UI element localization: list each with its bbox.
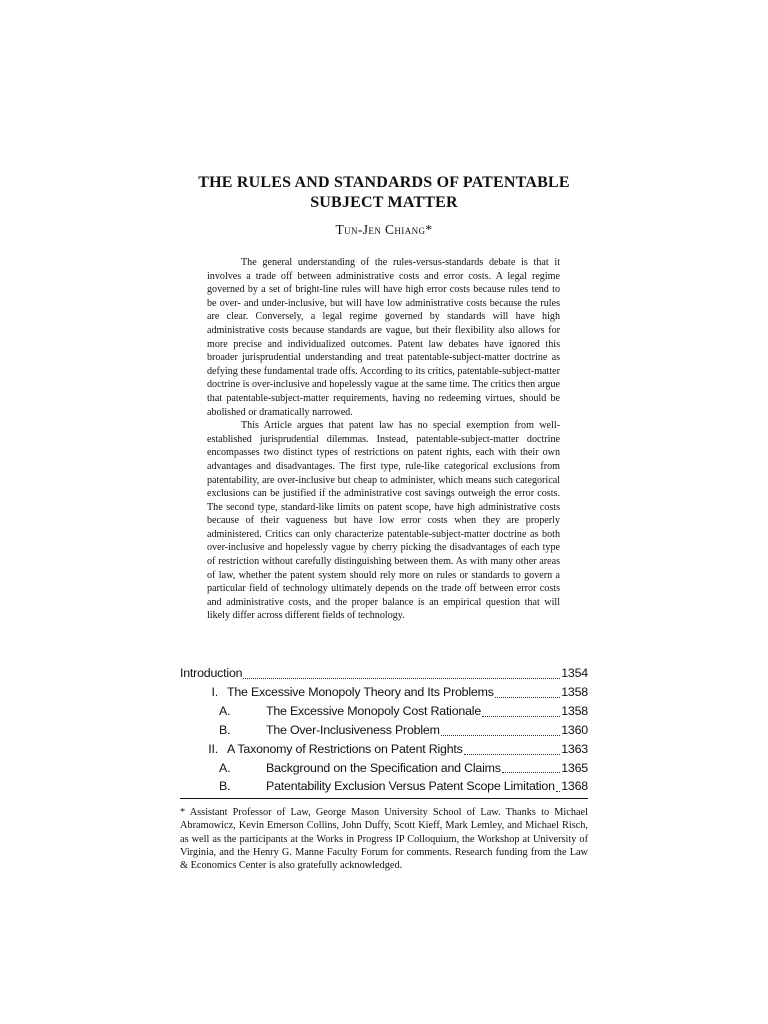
table-of-contents: [180, 664, 588, 796]
toc-entry: [180, 759, 588, 778]
toc-leader-dots: [502, 772, 560, 773]
toc-leader-dots: [464, 754, 561, 755]
toc-leader-dots: [556, 791, 560, 792]
footnote-divider: [180, 798, 588, 799]
toc-entry: [180, 777, 588, 796]
toc-page-number: 1358: [561, 703, 588, 718]
abstract-paragraph-1: The general understanding of the rules-versus-standards debate is that it involves a trade off between administrative costs and error costs. A legal regime governed by a set of bright-line rules will have high error costs because rules tend to be over- and under-inclusive, but will have low administrative costs because the rules are clear. Conversely, a legal regime governed by standards will have high administrative costs because standards are vague, but their flexibility also allows for more precise and individualized outcomes. Patent law debates have ignored this broader jurisprudential understanding and treat patentable-subject-matter doctrine as defying these fundamental trade offs. According to its critics, patentable-subject-matter doctrine is over-inclusive and hopelessly vague at the same time. The critics then argue that patentable-subject-matter requirements, having no redeeming virtues, should be abolished or dramatically narrowed.: [207, 257, 560, 418]
toc-leader-dots: [243, 678, 560, 679]
author-name: Tun-Jen Chiang*: [335, 222, 433, 237]
toc-page-number: 1358: [561, 684, 588, 699]
title-line-2: SUBJECT MATTER: [310, 194, 458, 211]
article-title: [180, 173, 588, 213]
author-footnote: * Assistant Professor of Law, George Mason University School of Law. Thanks to Michael Abramowicz, Kevin Emerson Collins, John Duffy, Scott Kieff, Mark Lemley, and Michael Risch, as well as the participants at the Works in Progress IP Colloquium, the Workshop at University of Virginia, and the Henry G. Manne Faculty Forum for comments. Research funding from the Law & Economics Center is also gratefully acknowledged.: [180, 807, 588, 872]
toc-leader-dots: [441, 735, 561, 736]
toc-entry-title: Patentability Exclusion Versus Patent Scope Limitation: [266, 779, 555, 794]
toc-entry-title: The Excessive Monopoly Theory and Its Problems: [227, 684, 494, 699]
toc-entry-title: Background on the Specification and Claims: [266, 760, 501, 775]
toc-entry-title: Introduction: [180, 666, 243, 680]
toc-entry-number: A.: [219, 760, 231, 775]
toc-entry-number: B.: [219, 779, 231, 794]
toc-entry-title: The Excessive Monopoly Cost Rationale: [266, 703, 482, 718]
toc-entry: [180, 683, 588, 702]
toc-entry-number: B.: [219, 722, 231, 737]
toc-page-number: 1360: [561, 722, 588, 737]
toc-leader-dots: [495, 697, 561, 698]
toc-entry-title: The Over-Inclusiveness Problem: [266, 722, 440, 737]
toc-entry-number: A.: [219, 703, 231, 718]
toc-entry: [180, 740, 588, 759]
toc-entry-number: I.: [211, 684, 218, 699]
toc-entry-title: A Taxonomy of Restrictions on Patent Rights: [227, 741, 463, 756]
toc-page-number: 1365: [561, 760, 588, 775]
abstract: [207, 256, 560, 623]
toc-entry-number: II.: [208, 741, 218, 756]
toc-entry: [180, 702, 588, 721]
toc-page-number: 1363: [561, 741, 588, 756]
toc-page-number: 1354: [561, 666, 588, 680]
toc-page-number: 1368: [561, 779, 588, 794]
title-line-1: THE RULES AND STANDARDS OF PATENTABLE: [198, 174, 570, 191]
toc-leader-dots: [482, 716, 560, 717]
toc-entry: [180, 664, 588, 683]
toc-entry: [180, 721, 588, 740]
abstract-paragraph-2: This Article argues that patent law has no special exemption from well-established jurisprudential dilemmas. Instead, patentable-subject-matter doctrine encompasses two distinct types of restrictions on patent rights, each with their own advantages and disadvantages. The first type, rule-like categorical exclusions from patentability, are over-inclusive but cheap to administer, which means such categorical exclusions can be justified if the administrative cost savings outweigh the error costs. The second type, standard-like limits on patent scope, have high administrative costs because of their vagueness but have low error costs when they are properly administered. Critics can only characterize patentable-subject-matter doctrine as both over-inclusive and hopelessly vague by cherry picking the disadvantages of each type of restriction without carefully distinguishing between them. As with many other areas of law, whether the patent system should rely more on rules or standards to govern a particular field of technology ultimately depends on the trade off between error costs and administrative costs, and the proper balance is an empirical question that will likely differ across different fields of technology.: [207, 420, 560, 622]
